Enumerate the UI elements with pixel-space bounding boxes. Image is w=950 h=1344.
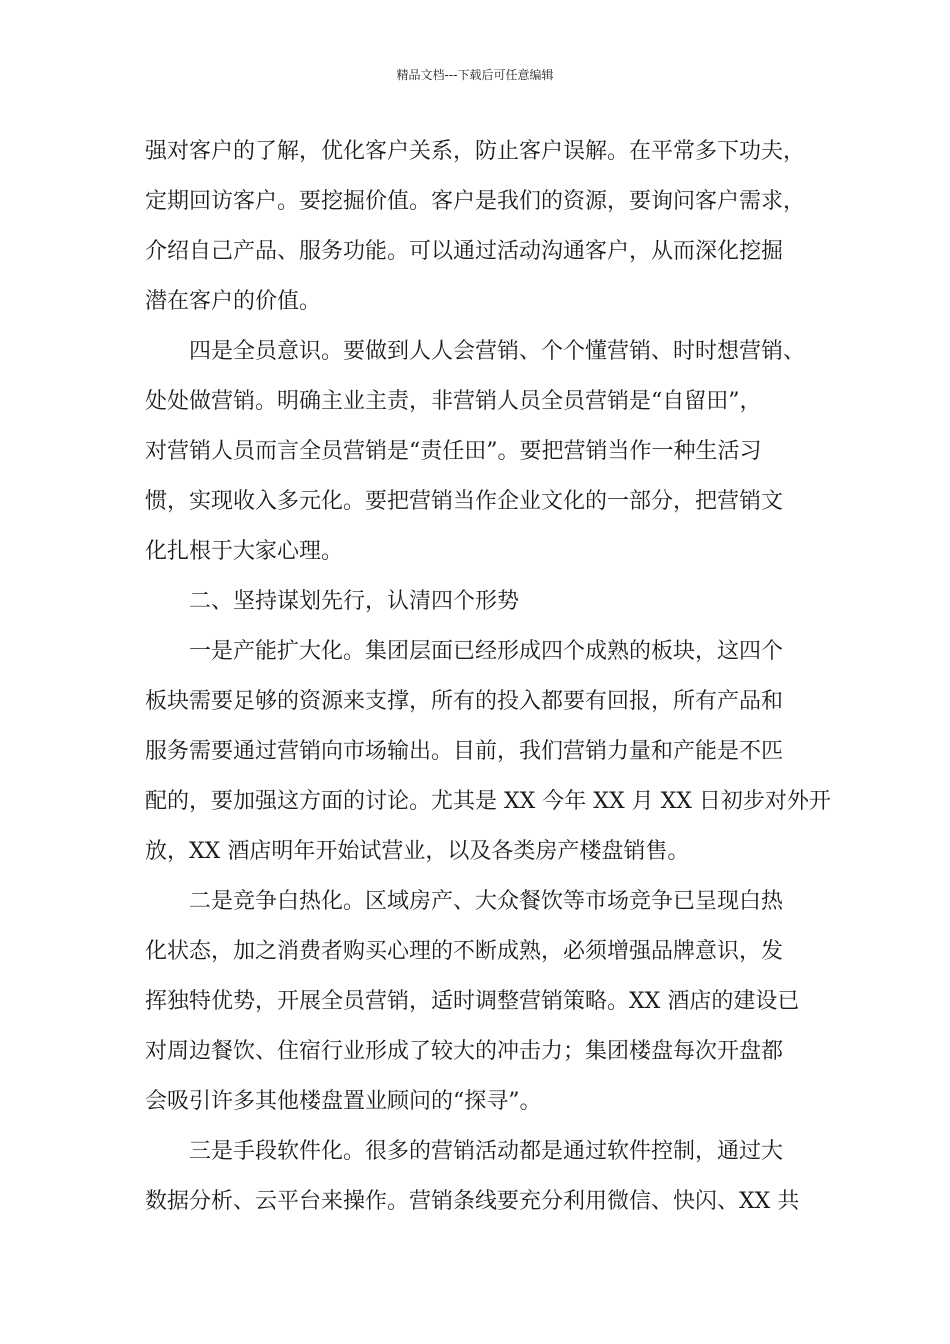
text-line: 对营销人员而言全员营销是“责任田”。要把营销当作一种生活习 — [145, 439, 762, 464]
text-line: 二是竞争白热化。区域房产、大众餐饮等市场竞争已呈现白热 — [189, 889, 784, 914]
text-line: 一是产能扩大化。集团层面已经形成四个成熟的板块，这四个 — [189, 639, 784, 664]
text-line: 潜在客户的价值。 — [145, 289, 322, 314]
text-line: 惯，实现收入多元化。要把营销当作企业文化的一部分，把营销文 — [145, 489, 784, 514]
page-header: 精品文档---下载后可任意编辑 — [396, 68, 554, 82]
text-line: 介绍自己产品、服务功能。可以通过活动沟通客户，从而深化挖掘 — [145, 239, 784, 264]
text-line: 板块需要足够的资源来支撑，所有的投入都要有回报，所有产品和 — [145, 689, 784, 714]
text-line: 定期回访客户。要挖掘价值。客户是我们的资源，要询问客户需求， — [145, 189, 806, 214]
text-line: 处处做营销。明确主业主责，非营销人员全员营销是“自留田”， — [145, 389, 762, 414]
text-line: 三是手段软件化。很多的营销活动都是通过软件控制，通过大 — [189, 1139, 784, 1164]
text-line: 挥独特优势，开展全员营销，适时调整营销策略。XX 酒店的建设已 — [145, 989, 800, 1014]
text-line: 数据分析、云平台来操作。营销条线要充分利用微信、快闪、XX 共 — [145, 1189, 800, 1214]
text-line: 会吸引许多其他楼盘置业顾问的“探寻”。 — [145, 1089, 542, 1114]
text-line: 四是全员意识。要做到人人会营销、个个懂营销、时时想营销、 — [189, 339, 806, 364]
text-line: 服务需要通过营销向市场输出。目前，我们营销力量和产能是不匹 — [145, 739, 784, 764]
text-line: 化扎根于大家心理。 — [145, 539, 344, 564]
text-line: 配的，要加强这方面的讨论。尤其是 XX 今年 XX 月 XX 日初步对外开 — [145, 789, 831, 814]
text-line: 放，XX 酒店明年开始试营业，以及各类房产楼盘销售。 — [145, 839, 690, 864]
text-line: 化状态，加之消费者购买心理的不断成熟，必须增强品牌意识，发 — [145, 939, 784, 964]
text-line: 二、坚持谋划先行，认清四个形势 — [189, 589, 520, 614]
text-line: 对周边餐饮、住宿行业形成了较大的冲击力；集团楼盘每次开盘都 — [145, 1039, 784, 1064]
body-text — [145, 127, 831, 1227]
text-line: 强对客户的了解，优化客户关系，防止客户误解。在平常多下功夫， — [145, 139, 806, 164]
